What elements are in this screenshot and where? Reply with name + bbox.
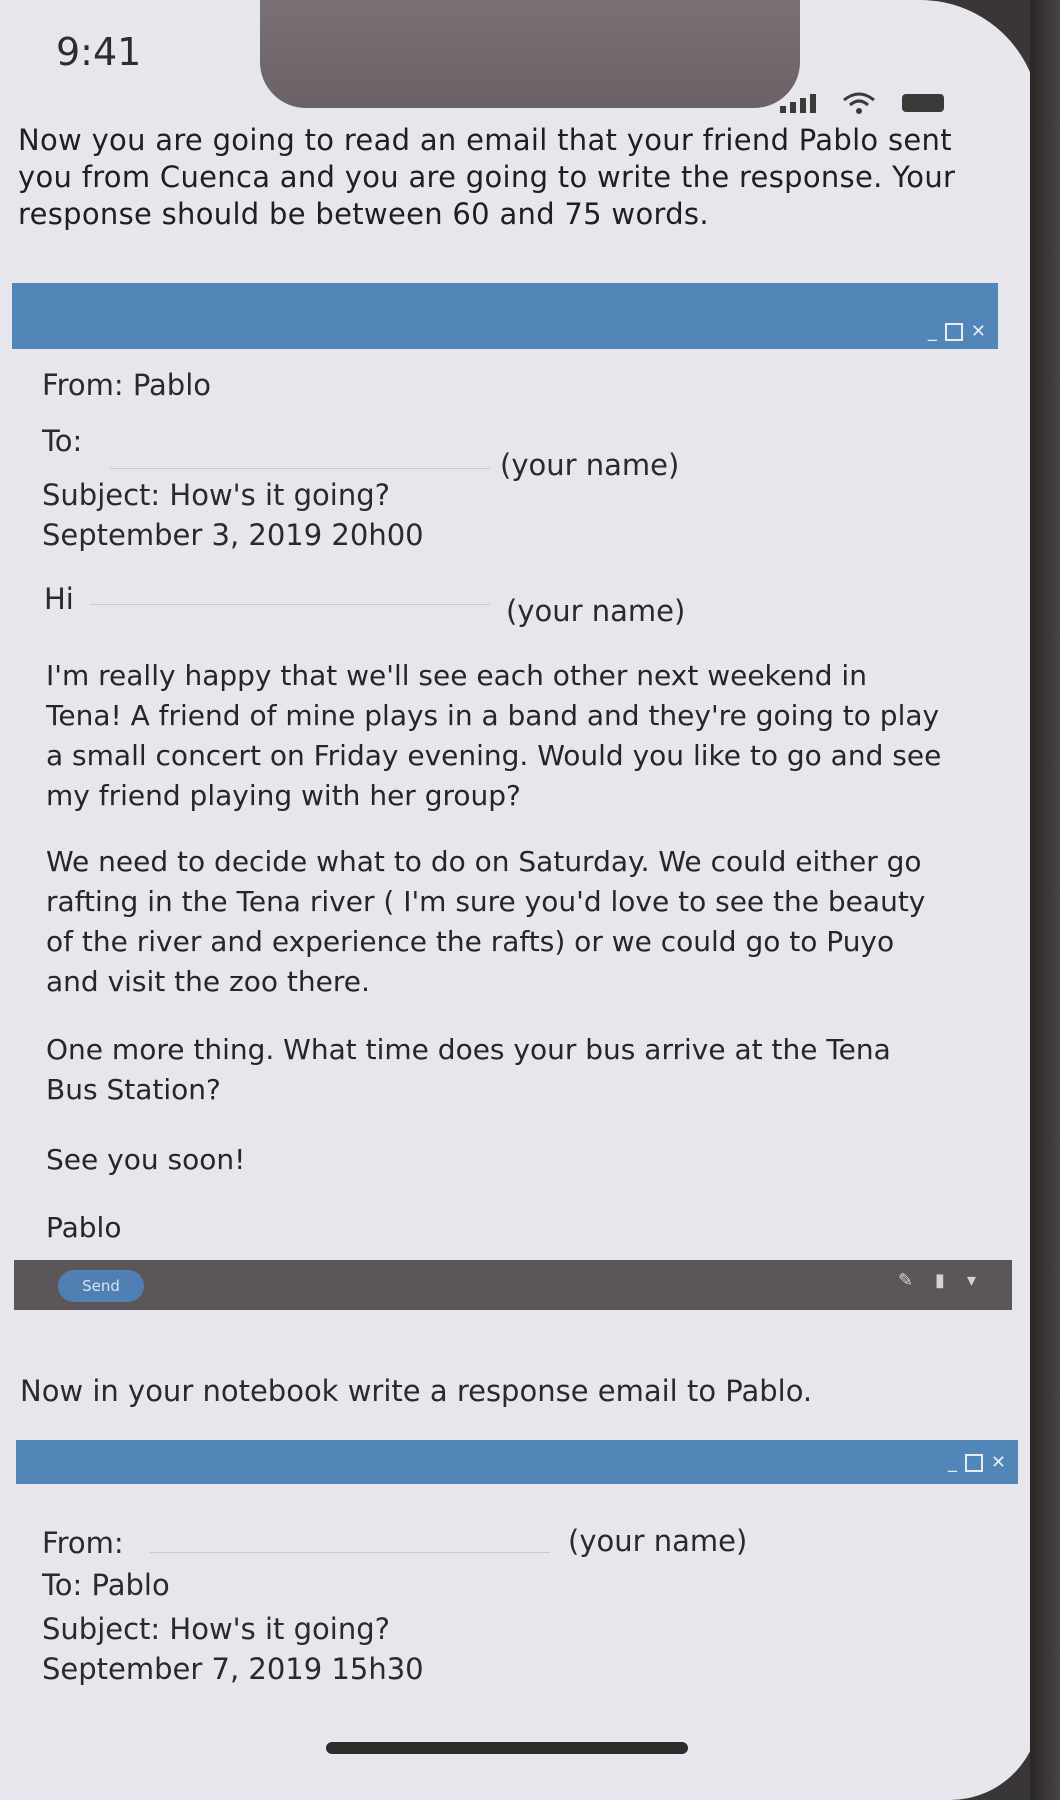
signal-icon bbox=[780, 94, 816, 113]
status-time: 9:41 bbox=[56, 30, 142, 74]
maximize-icon[interactable] bbox=[965, 1454, 983, 1472]
email-paragraph-1: I'm really happy that we'll see each other next weekend in Tena! A friend of mine plays in a band and they're going to play a small concert on Friday evening. Would you like to go and see my friend playing with her group? bbox=[46, 659, 942, 812]
email-to-label: To: bbox=[42, 424, 83, 458]
email-to-blank bbox=[110, 468, 490, 469]
reply-date: September 7, 2019 15h30 bbox=[42, 1652, 424, 1686]
email-from: From: Pablo bbox=[42, 368, 212, 402]
home-indicator[interactable] bbox=[326, 1742, 688, 1754]
incoming-email-titlebar bbox=[12, 283, 998, 349]
email-date: September 3, 2019 20h00 bbox=[42, 518, 424, 552]
reply-from-blank bbox=[150, 1552, 550, 1553]
wifi-icon bbox=[842, 92, 876, 114]
email-paragraph-2: We need to decide what to do on Saturday. We could either go rafting in the Tena river ( I'm sure you'd love to see the beauty of the river and experience the rafts) or we could go to Puyo and visit the zoo there. bbox=[46, 845, 926, 998]
minimize-icon[interactable]: _ bbox=[927, 321, 937, 342]
email-signoff: See you soon! bbox=[46, 1143, 246, 1176]
email-greeting: Hi bbox=[44, 582, 74, 616]
reply-window-controls bbox=[948, 1452, 1006, 1473]
send-button[interactable]: Send bbox=[58, 1270, 144, 1302]
reply-to: To: Pablo bbox=[42, 1568, 170, 1602]
email-signature: Pablo bbox=[46, 1211, 122, 1244]
phone-frame bbox=[1030, 0, 1060, 1800]
close-icon[interactable]: ✕ bbox=[970, 321, 986, 342]
email-to-placeholder: (your name) bbox=[500, 448, 680, 482]
email-greeting-placeholder: (your name) bbox=[506, 594, 686, 628]
phone-notch bbox=[260, 0, 800, 108]
reply-from-placeholder: (your name) bbox=[568, 1524, 748, 1558]
window-controls bbox=[928, 321, 986, 342]
more-options-icon[interactable]: ▾ bbox=[966, 1270, 976, 1291]
close-icon[interactable]: ✕ bbox=[990, 1452, 1006, 1473]
email-subject: Subject: How's it going? bbox=[42, 478, 390, 512]
edit-icon[interactable]: ✎ bbox=[897, 1270, 914, 1291]
reply-from-label: From: bbox=[42, 1526, 124, 1560]
minimize-icon[interactable]: _ bbox=[947, 1452, 957, 1473]
instructions-text: Now you are going to read an email that your friend Pablo sent you from Cuenca and you are going to write the response. Your response should be between 60 and 75 words. bbox=[18, 123, 956, 231]
trash-icon[interactable]: ▮ bbox=[935, 1270, 945, 1291]
battery-icon bbox=[902, 94, 944, 112]
reply-email-titlebar bbox=[16, 1440, 1018, 1484]
email-paragraph-3: One more thing. What time does your bus arrive at the Tena Bus Station? bbox=[46, 1033, 891, 1106]
email-tools bbox=[898, 1270, 976, 1291]
notebook-prompt: Now in your notebook write a response email to Pablo. bbox=[20, 1374, 813, 1408]
email-greeting-blank bbox=[90, 604, 490, 605]
reply-subject: Subject: How's it going? bbox=[42, 1612, 390, 1646]
email-action-bar bbox=[14, 1260, 1012, 1310]
maximize-icon[interactable] bbox=[945, 323, 963, 341]
status-icons bbox=[780, 92, 944, 114]
